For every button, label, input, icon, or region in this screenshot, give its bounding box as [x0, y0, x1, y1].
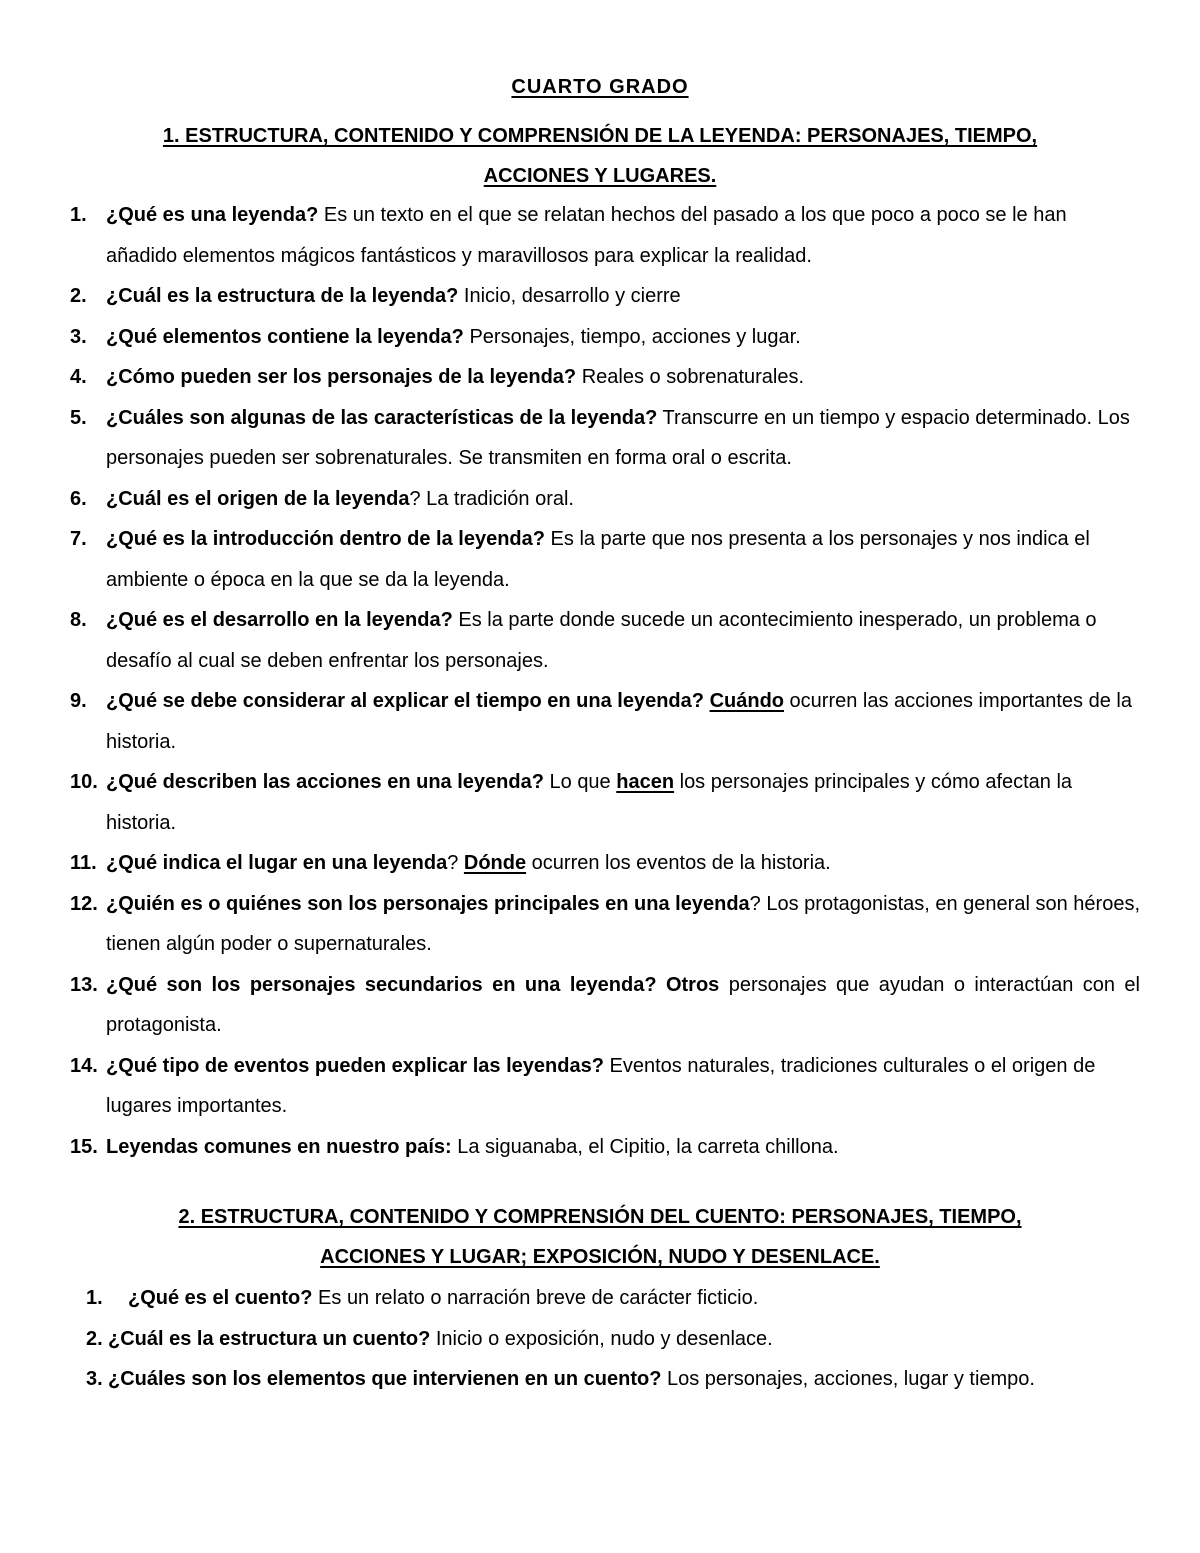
underlined-keyword: Cuándo	[709, 690, 784, 712]
question: ¿Qué es el cuento?	[128, 1287, 313, 1309]
answer: ocurren los eventos de la historia.	[526, 852, 831, 874]
list-item: 8. ¿Qué es el desarrollo en la leyenda? Es la parte donde sucede un acontecimiento inesperado, un problema o desafío al cual se deben enfrentar los personajes.	[70, 609, 1097, 672]
list-item: 15. Leyendas comunes en nuestro país: La siguanaba, el Cipitio, la carreta chillona.	[70, 1135, 839, 1158]
section-2-list	[86, 1278, 1086, 1400]
list-item: 1. ¿Qué es el cuento? Es un relato o narración breve de carácter ficticio.	[86, 1287, 759, 1309]
answer: Los protagonistas, en general son héroes, tienen algún poder o supernaturales.	[106, 892, 1140, 955]
underlined-keyword: hacen	[616, 771, 675, 793]
answer: personajes que ayudan o interactúan con el protagonista.	[106, 973, 1140, 1036]
answer: Es un texto en el que se relatan hechos del pasado a los que poco a poco se le han añadido elementos mágicos fantásticos y maravillosos para explicar la realidad.	[106, 204, 1067, 267]
list-item: 2. ¿Cuál es la estructura un cuento? Inicio o exposición, nudo y desenlace.	[86, 1327, 773, 1350]
answer: Inicio o exposición, nudo y desenlace.	[430, 1327, 773, 1350]
list-item: 1. ¿Qué es una leyenda? Es un texto en el que se relatan hechos del pasado a los que poco a poco se le han añadido elementos mágicos fantásticos y maravillosos para explicar la realidad.	[70, 204, 1067, 267]
question: ¿Qué es el desarrollo en la leyenda?	[106, 609, 453, 631]
question: ¿Qué se debe considerar al explicar el tiempo en una leyenda?	[106, 690, 704, 712]
question: ¿Qué es la introducción dentro de la leyenda?	[106, 528, 545, 550]
answer: los personajes principales y cómo afectan la historia.	[106, 771, 1073, 834]
answer: La tradición oral.	[420, 487, 574, 510]
question: ¿Quién es o quiénes son los personajes principales en una leyenda	[106, 892, 750, 915]
question: ¿Qué indica el lugar en una leyenda	[106, 852, 448, 874]
answer: Es un relato o narración breve de carácter ficticio.	[312, 1287, 759, 1309]
list-item: 10. ¿Qué describen las acciones en una leyenda? Lo que hacen los personajes principales y cómo afectan la historia.	[70, 771, 1073, 834]
list-item: 4. ¿Cómo pueden ser los personajes de la leyenda? Reales o sobrenaturales.	[70, 366, 805, 388]
list-item: 5. ¿Cuáles son algunas de las características de la leyenda? Transcurre en un tiempo y espacio determinado. Los personajes pueden ser sobrenaturales. Se transmiten en forma oral o escrita.	[70, 406, 1130, 469]
list-item: 2. ¿Cuál es la estructura de la leyenda? Inicio, desarrollo y cierre	[70, 285, 681, 307]
answer: Personajes, tiempo, acciones y lugar.	[463, 325, 801, 348]
question: ¿Cuál es la estructura de la leyenda?	[106, 285, 459, 307]
question: ¿Cuáles son los elementos que intervienen en un cuento?	[108, 1368, 662, 1390]
question: ¿Cuál es el origen de la leyenda	[106, 487, 410, 510]
section-1-heading: 1. ESTRUCTURA, CONTENIDO Y COMPRENSIÓN DE LA LEYENDA: PERSONAJES, TIEMPO, ACCIONES Y LUGARES.	[162, 125, 1038, 187]
answer: La siguanaba, el Cipitio, la carreta chillona.	[451, 1135, 839, 1158]
question: ¿Qué es una leyenda?	[106, 204, 319, 226]
answer: Eventos naturales, tradiciones culturales o el origen de lugares importantes.	[106, 1054, 1096, 1117]
list-item: 13. ¿Qué son los personajes secundarios en una leyenda? Otros personajes que ayudan o interactúan con el protagonista.	[70, 973, 1140, 1036]
question: ¿Qué elementos contiene la leyenda?	[106, 325, 464, 348]
question: ¿Qué describen las acciones en una leyenda?	[106, 771, 544, 793]
list-item: 3. ¿Cuáles son los elementos que intervienen en un cuento? Los personajes, acciones, lugar y tiempo.	[86, 1368, 1035, 1390]
answer: Es la parte donde sucede un acontecimiento inesperado, un problema o desafío al cual se deben enfrentar los personajes.	[106, 609, 1097, 672]
list-item: 7. ¿Qué es la introducción dentro de la leyenda? Es la parte que nos presenta a los personajes y nos indica el ambiente o época en la que se da la leyenda.	[70, 528, 1090, 591]
section-1-list	[70, 195, 1140, 1167]
question: ¿Cómo pueden ser los personajes de la leyenda?	[106, 366, 577, 388]
answer: Reales o sobrenaturales.	[576, 366, 805, 388]
document-title: CUARTO GRADO	[511, 76, 689, 98]
list-item: 3. ¿Qué elementos contiene la leyenda? Personajes, tiempo, acciones y lugar.	[70, 325, 801, 348]
list-item: 11. ¿Qué indica el lugar en una leyenda? Dónde ocurren los eventos de la historia.	[70, 852, 831, 874]
list-item: 14. ¿Qué tipo de eventos pueden explicar las leyendas? Eventos naturales, tradiciones culturales o el origen de lugares importantes.	[70, 1054, 1096, 1117]
question: ¿Cuáles son algunas de las características de la leyenda?	[106, 406, 658, 429]
answer: Es la parte que nos presenta a los personajes y nos indica el ambiente o época en la que se da la leyenda.	[106, 528, 1090, 591]
answer: Transcurre en un tiempo y espacio determinado. Los personajes pueden ser sobrenaturales. Se transmiten en forma oral o escrita.	[106, 406, 1130, 469]
list-item: 6. ¿Cuál es el origen de la leyenda? La tradición oral.	[70, 487, 574, 510]
answer: ocurren las acciones importantes de la historia.	[106, 690, 1132, 753]
question: ¿Qué son los personajes secundarios en una leyenda? Otros	[106, 973, 720, 996]
question: ¿Qué tipo de eventos pueden explicar las leyendas?	[106, 1054, 604, 1077]
answer: Inicio, desarrollo y cierre	[458, 285, 681, 307]
answer: Los personajes, acciones, lugar y tiempo.	[661, 1368, 1035, 1390]
question: Leyendas comunes en nuestro país:	[106, 1135, 452, 1158]
section-2-heading: 2. ESTRUCTURA, CONTENIDO Y COMPRENSIÓN DEL CUENTO: PERSONAJES, TIEMPO, ACCIONES Y LUGAR; EXPOSICIÓN, NUDO Y DESENLACE.	[178, 1206, 1022, 1268]
underlined-keyword: Dónde	[463, 852, 527, 874]
question: ¿Cuál es la estructura un cuento?	[108, 1327, 431, 1350]
list-item: 9. ¿Qué se debe considerar al explicar el tiempo en una leyenda? Cuándo ocurren las acciones importantes de la historia.	[70, 690, 1132, 753]
list-item: 12. ¿Quién es o quiénes son los personajes principales en una leyenda? Los protagonistas, en general son héroes, tienen algún poder o supernaturales.	[70, 892, 1140, 955]
